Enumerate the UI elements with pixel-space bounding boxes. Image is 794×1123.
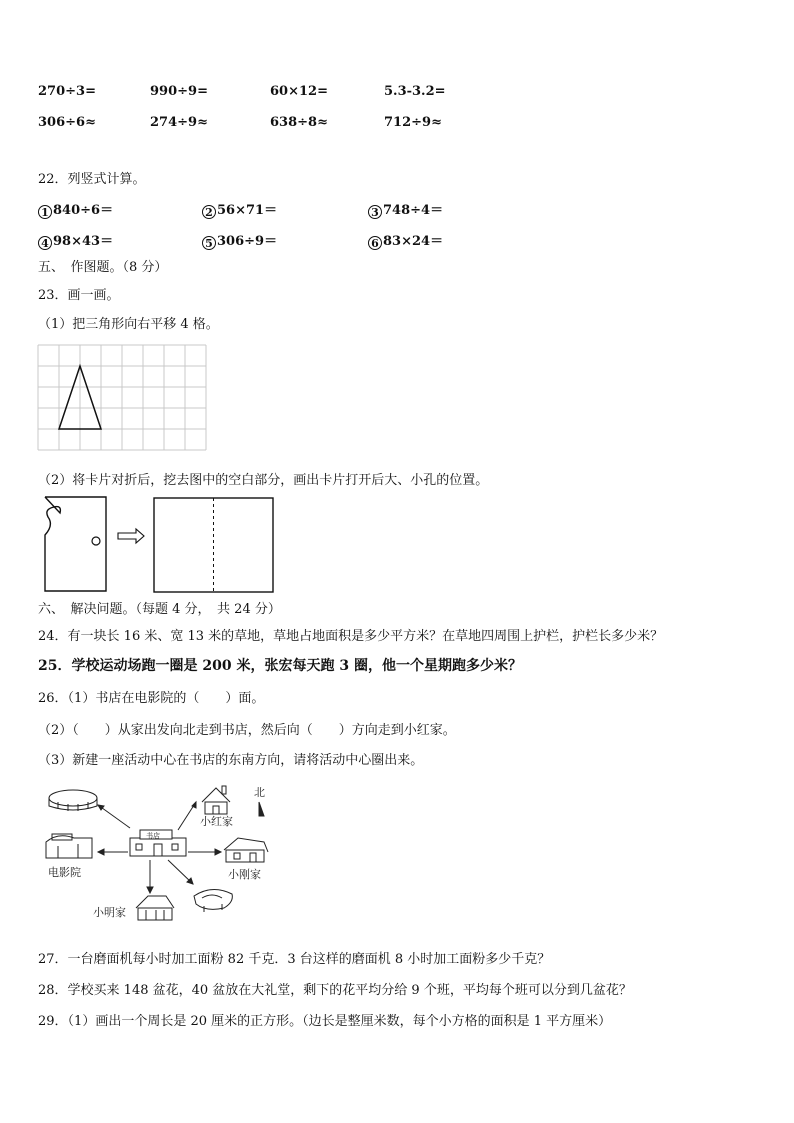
- expr: 83×24＝: [383, 234, 444, 249]
- expr: 748÷4＝: [383, 203, 444, 218]
- section-6-heading: 六、 解决问题。（每题 4 分， 共 24 分）: [38, 602, 281, 617]
- north-arrow-icon: [259, 802, 264, 816]
- small-hole: [92, 537, 100, 545]
- calc-item: 274÷9≈: [150, 115, 208, 130]
- q26-part3: （3）新建一座活动中心在书店的东南方向，请将活动中心圈出来。: [38, 753, 424, 768]
- folded-card: [45, 497, 106, 591]
- q24-text: 24．有一块长 16 米、宽 13 米的草地，草地占地面积是多少平方米？在草地四周围上护栏，护栏长多少米？: [38, 629, 664, 644]
- cinema-icon: [46, 834, 92, 858]
- calc-item: 60×12=: [270, 84, 328, 99]
- q26-part1: 26．（1）书店在电影院的（ ）面。: [38, 691, 265, 706]
- calc-item: 990÷9=: [150, 84, 208, 99]
- q22-item-6: [368, 230, 443, 250]
- calc-item: 5.3-3.2=: [384, 84, 446, 99]
- q22-title: 22．列竖式计算。: [38, 172, 146, 187]
- house-icon-xiaoming: [136, 896, 174, 920]
- circled-number: 4: [38, 236, 52, 250]
- q23-title: 23．画一画。: [38, 288, 120, 303]
- expr: 306÷9＝: [217, 234, 278, 249]
- calc-item: 306÷6≈: [38, 115, 96, 130]
- circled-number: 1: [38, 205, 52, 219]
- calc-item: 638÷8≈: [270, 115, 328, 130]
- q23-part2: （2）将卡片对折后，挖去图中的空白部分，画出卡片打开后大、小孔的位置。: [38, 473, 489, 488]
- calc-item: 270÷3=: [38, 84, 96, 99]
- expr: 56×71＝: [217, 203, 278, 218]
- q29-text: 29．（1）画出一个周长是 20 厘米的正方形。（边长是整厘米数，每个小方格的面积是 1 平方厘米）: [38, 1014, 612, 1029]
- label-xiaoming: 小明家: [93, 906, 126, 919]
- q22-item-4: [38, 230, 113, 250]
- house-icon-xiaohong: [202, 786, 230, 814]
- circled-number: 6: [368, 236, 382, 250]
- q22-item-3: [368, 199, 443, 219]
- label-xiaogang: 小刚家: [228, 868, 261, 881]
- label-cinema: 电影院: [48, 866, 81, 879]
- q26-part2: （2）（ ）从家出发向北走到书店，然后向（ ）方向走到小红家。: [38, 723, 456, 738]
- q27-text: 27．一台磨面机每小时加工面粉 82 千克．3 台这样的磨面机 8 小时加工面粉多少千克？: [38, 952, 551, 967]
- circled-number: 2: [202, 205, 216, 219]
- q22-item-1: [38, 199, 113, 219]
- map-center-label: 书店: [146, 832, 160, 840]
- q28-text: 28．学校买来 148 盆花，40 盆放在大礼堂，剩下的花平均分给 9 个班，平均每个班可以分到几盆花？: [38, 983, 632, 998]
- direction-map: [38, 780, 288, 925]
- house-icon-xiaogang: [224, 838, 268, 862]
- circled-number: 5: [202, 236, 216, 250]
- arrow-icon: [118, 529, 144, 543]
- expr: 98×43＝: [53, 234, 114, 249]
- q22-item-2: [202, 199, 277, 219]
- north-label: 北: [254, 786, 265, 799]
- expr: 840÷6＝: [53, 203, 114, 218]
- activity-center-icon: [194, 889, 232, 912]
- stadium-icon: [49, 790, 97, 811]
- q25-text: 25．学校运动场跑一圈是 200 米，张宏每天跑 3 圈，他一个星期跑多少米？: [38, 658, 522, 674]
- folded-card-figure: [40, 495, 280, 595]
- calc-item: 712÷9≈: [384, 115, 442, 130]
- section-5-heading: 五、 作图题。（8 分）: [38, 260, 168, 275]
- q22-item-5: [202, 230, 277, 250]
- translation-grid: [38, 345, 208, 453]
- label-xiaohong: 小红家: [200, 815, 233, 828]
- q23-part1: （1）把三角形向右平移 4 格。: [38, 317, 219, 332]
- circled-number: 3: [368, 205, 382, 219]
